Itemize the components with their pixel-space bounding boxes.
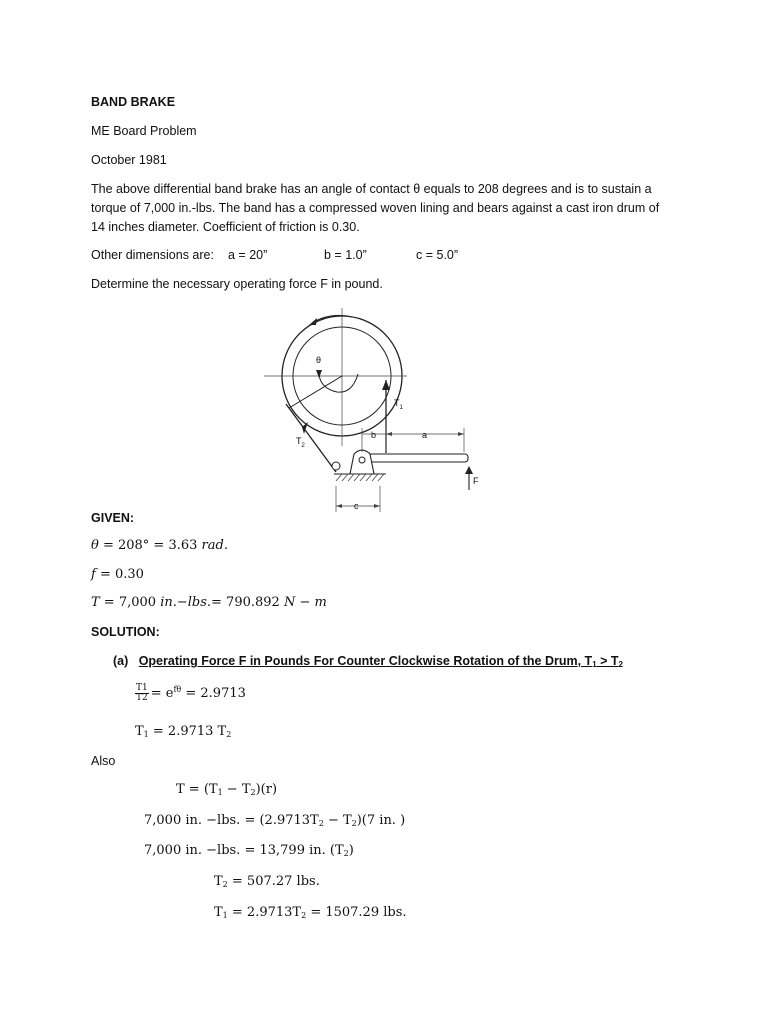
given-friction: f = 0.30 xyxy=(91,567,144,582)
ground-hatching xyxy=(336,474,384,481)
given-heading: GIVEN: xyxy=(91,511,135,525)
also-label: Also xyxy=(91,754,116,768)
step2-equation: 7,000 in. −lbs. = 13,799 in. $(T_2)$ xyxy=(144,843,354,858)
dim-b: b = 1.0” xyxy=(324,248,367,262)
dim-c-label: c xyxy=(354,501,359,511)
force-f-arrowhead xyxy=(465,466,473,474)
lever-bar xyxy=(358,454,468,462)
dim-c: c = 5.0” xyxy=(416,248,459,262)
problem-statement: The above differential band brake has an angle of contact θ equals to 208 degrees and is to sustain a torque of 7,000 in.-lbs. The band has a compressed woven lining and bears against a cast iron drum of 14 inches diameter. Coefficient of friction is 0.30. xyxy=(91,182,660,234)
dimensions-line xyxy=(91,246,458,265)
problem-question: Determine the necessary operating force F in pound. xyxy=(91,277,383,291)
dim-a: a = 20” xyxy=(228,248,268,262)
dim-b-label: b xyxy=(371,430,377,440)
tension-ratio-fraction: $\frac{T1}{T2}$ xyxy=(136,683,148,703)
rotation-arrowhead xyxy=(309,318,317,325)
force-f-label: F xyxy=(473,476,479,486)
ratio-equation: $\frac{T1}{T2}$ = $e^{f\theta} = 2.9713$ xyxy=(136,683,246,703)
given-torque: T = 7,000 in.−lbs.= 790.892 N − m xyxy=(91,595,327,610)
torque-equation: $T = (T_1 - T_2)(r)$ xyxy=(176,782,278,797)
band-brake-diagram xyxy=(262,308,492,516)
pivot-pin xyxy=(359,457,365,463)
t1-arrowhead xyxy=(382,380,390,390)
document-date: October 1981 xyxy=(91,153,167,167)
document-subtitle: ME Board Problem xyxy=(91,124,197,138)
t1-label: $T_1$ xyxy=(394,398,403,411)
part-a-heading: (a) Operating Force F in Pounds For Counter Clockwise Rotation of the Drum, $T_1 > T_2$ xyxy=(113,654,623,669)
t1-relation: $T_1 = 2.9713$ $T_2$ xyxy=(135,724,232,739)
theta-arrowhead xyxy=(316,370,322,378)
solution-heading: SOLUTION: xyxy=(91,625,160,639)
step1-equation: 7,000 in. −lbs. = $(2.9713T_2 - T_2)(7$ in. ) xyxy=(144,813,406,828)
t2-label: $T_2$ xyxy=(296,436,305,449)
band-end-pin xyxy=(332,462,340,470)
document-title: BAND BRAKE xyxy=(91,95,176,109)
t1-result: $T_1 = 2.9713T_2 = 1507.29$ lbs. xyxy=(214,905,407,920)
dim-a-label: a xyxy=(422,430,428,440)
given-theta: θ = 208° = 3.63 rad. xyxy=(91,538,228,553)
theta-arc xyxy=(319,372,358,392)
dims-label: Other dimensions are: xyxy=(91,248,214,262)
radius-line xyxy=(289,376,342,408)
theta-label: θ xyxy=(316,355,322,365)
t2-result: $T_2 = 507.27$ lbs. xyxy=(214,874,320,889)
